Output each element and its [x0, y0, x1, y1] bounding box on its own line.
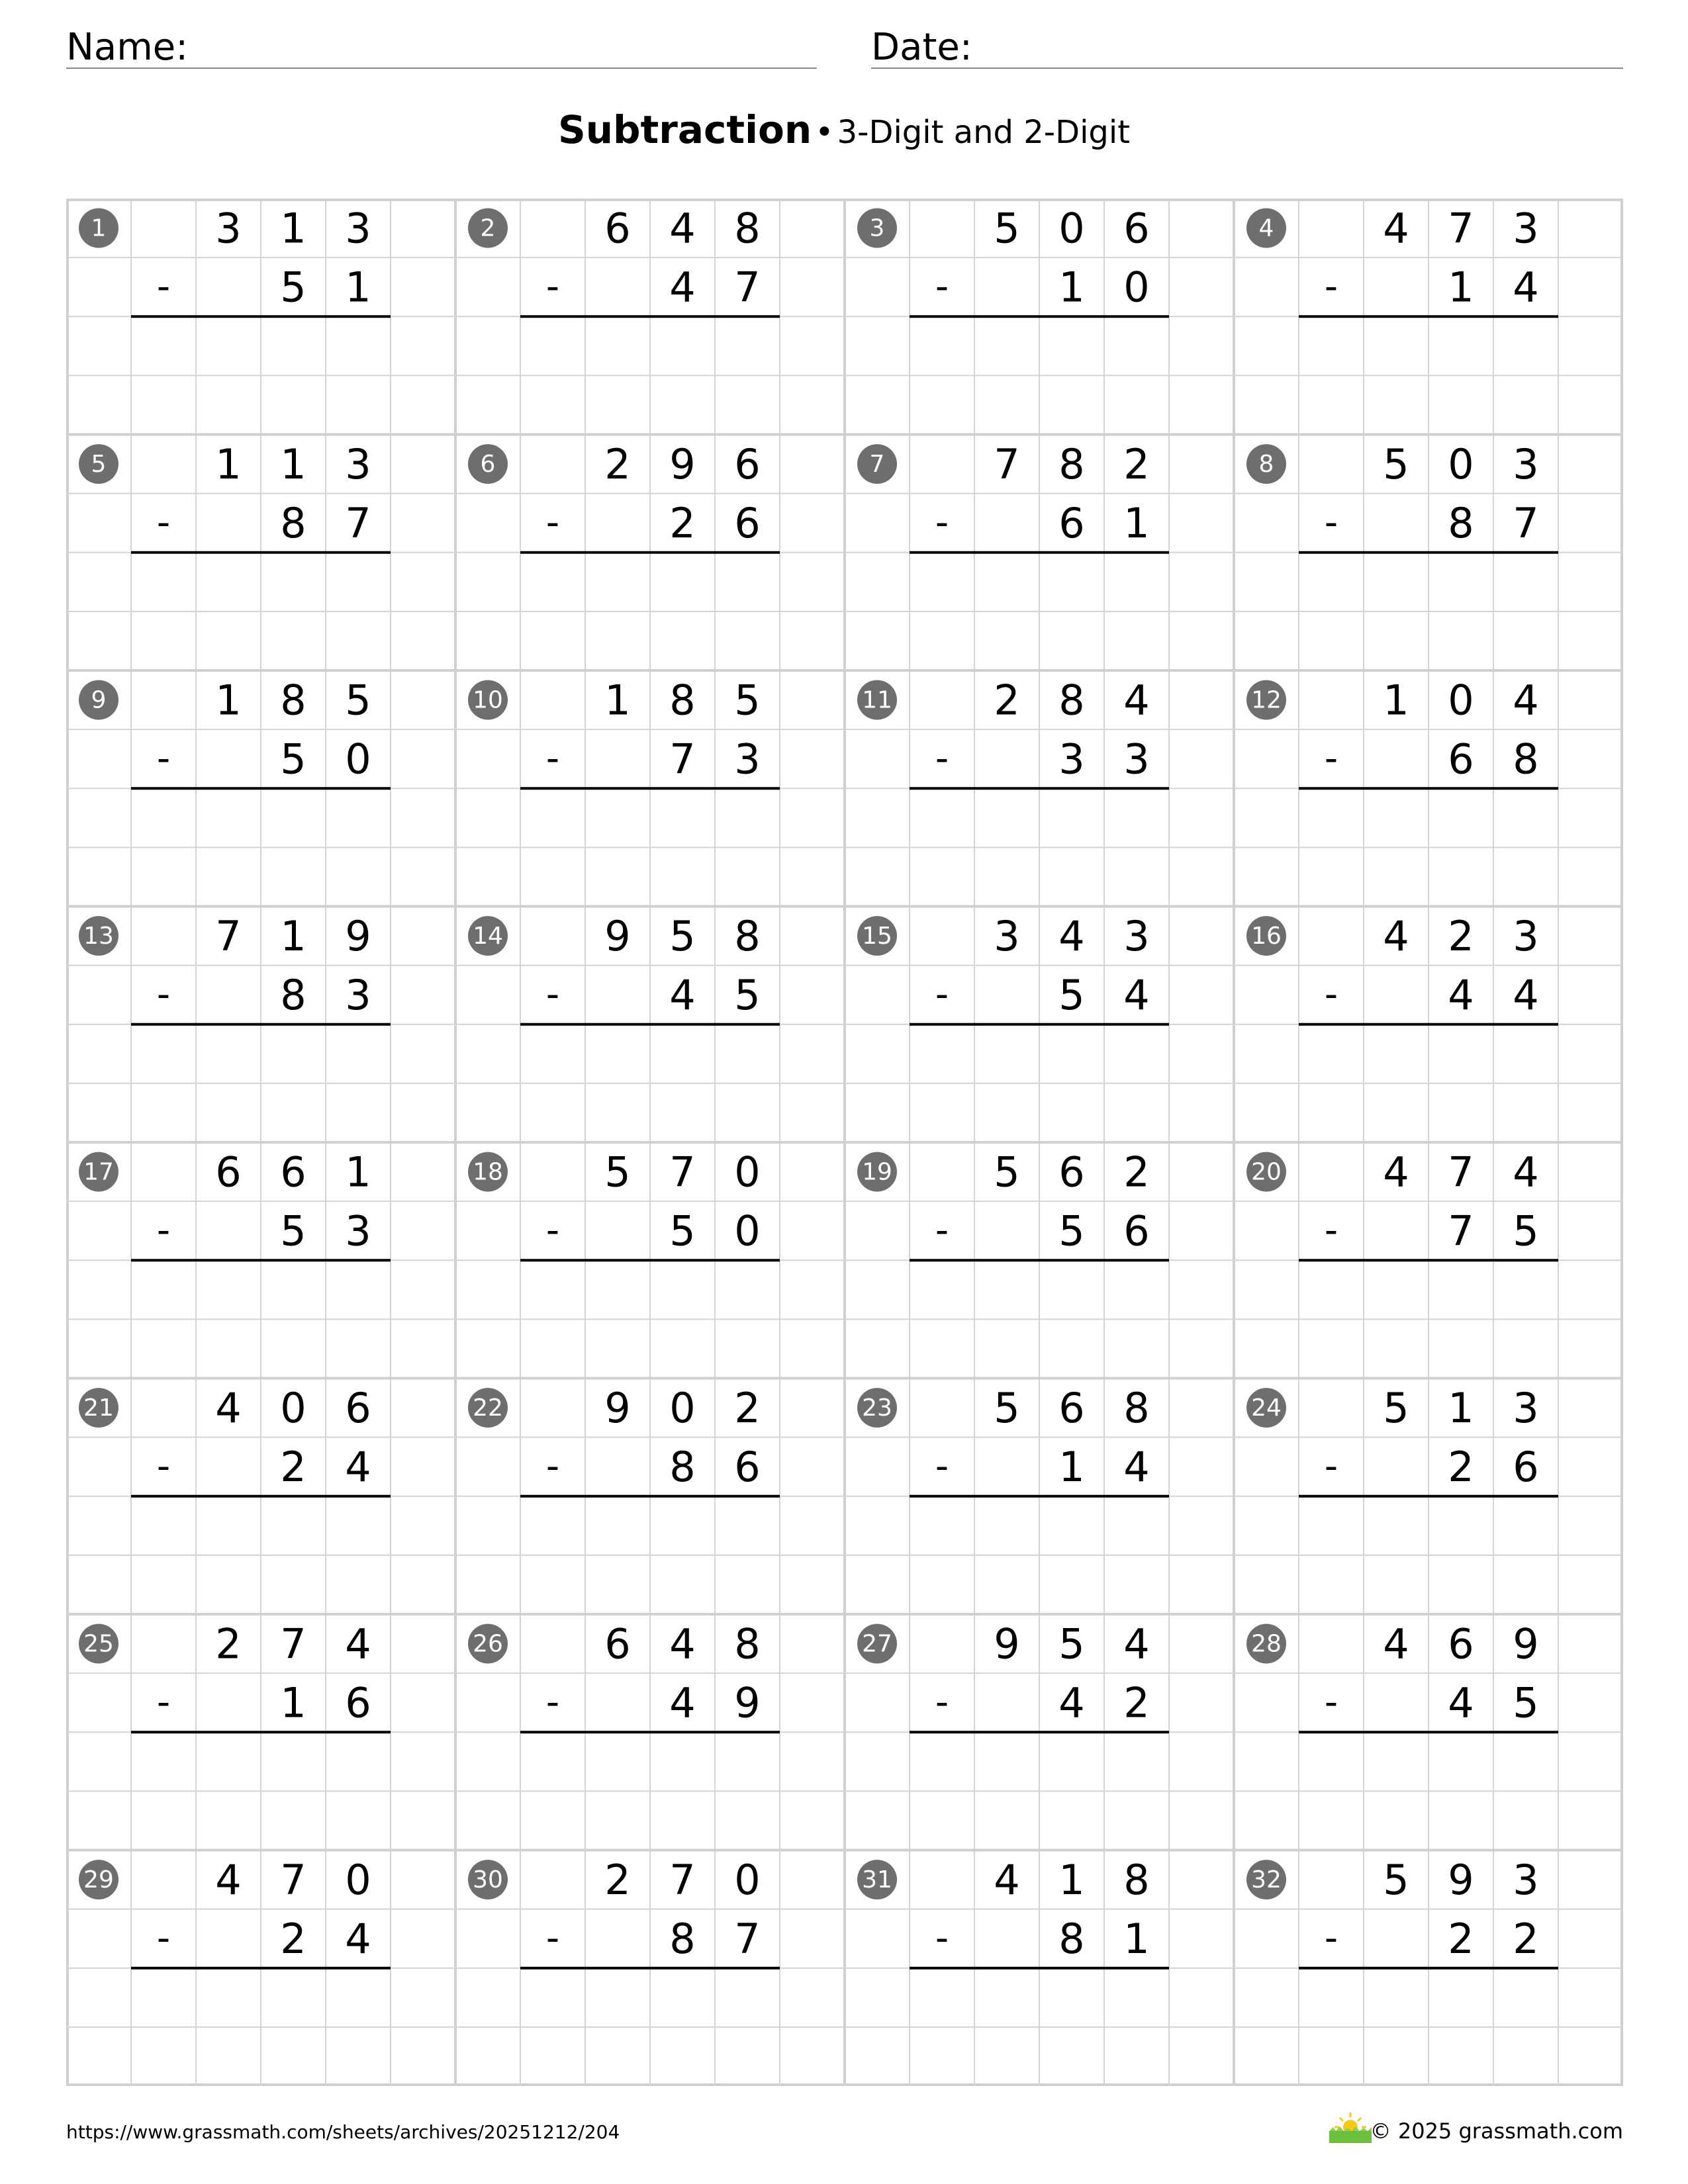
subtrahend-digit: 0 — [734, 1206, 761, 1255]
minuend-digit: 0 — [734, 1856, 761, 1905]
minuend-digit: 1 — [345, 1148, 371, 1197]
minuend-digit: 8 — [1058, 440, 1085, 489]
minuend-digit: 7 — [669, 1856, 696, 1905]
minus-sign: - — [156, 1680, 171, 1724]
minuend-digit: 1 — [215, 676, 242, 725]
minuend-digit: 8 — [1123, 1856, 1150, 1905]
minuend-digit: 6 — [1123, 204, 1150, 253]
minuend-digit: 2 — [1448, 912, 1474, 961]
minus-sign: - — [935, 737, 949, 780]
minuend-digit: 3 — [1513, 1384, 1539, 1433]
subtrahend-digit: 7 — [734, 263, 761, 312]
minuend-digit: 5 — [994, 1384, 1020, 1433]
subtrahend-digit: 7 — [734, 1915, 761, 1964]
minuend-digit: 7 — [280, 1856, 306, 1905]
date-label: Date: — [871, 26, 972, 69]
minuend-digit: 5 — [994, 1148, 1020, 1197]
minuend-digit: 0 — [1058, 204, 1085, 253]
minuend-digit: 2 — [1123, 1148, 1150, 1197]
subtrahend-digit: 5 — [734, 971, 761, 1020]
problem-number: 25 — [83, 1630, 114, 1658]
minus-sign: - — [935, 1680, 949, 1724]
name-label: Name: — [66, 26, 189, 69]
subtrahend-digit: 6 — [734, 499, 761, 548]
subtrahend-digit: 3 — [1058, 735, 1085, 784]
minuend-digit: 9 — [345, 912, 371, 961]
problem-number: 16 — [1251, 923, 1282, 950]
subtrahend-digit: 6 — [345, 1678, 371, 1727]
minuend-digit: 4 — [1058, 912, 1085, 961]
minuend-digit: 5 — [669, 912, 696, 961]
subtrahend-digit: 7 — [1448, 1206, 1474, 1255]
minuend-digit: 2 — [604, 1856, 631, 1905]
subtrahend-digit: 1 — [1058, 263, 1085, 312]
minuend-digit: 4 — [215, 1856, 242, 1905]
minuend-digit: 8 — [734, 1619, 761, 1668]
minuend-digit: 9 — [604, 912, 631, 961]
minuend-digit: 3 — [1513, 440, 1539, 489]
subtrahend-digit: 4 — [1513, 263, 1539, 312]
problem-number: 13 — [83, 923, 114, 950]
subtrahend-digit: 2 — [669, 499, 696, 548]
minuend-digit: 4 — [1383, 912, 1409, 961]
minuend-digit: 1 — [280, 204, 306, 253]
problem-number: 11 — [862, 686, 892, 714]
subtrahend-digit: 6 — [1448, 735, 1474, 784]
minuend-digit: 6 — [604, 1619, 631, 1668]
minuend-digit: 0 — [345, 1856, 371, 1905]
subtrahend-digit: 5 — [280, 263, 306, 312]
subtrahend-digit: 5 — [669, 1206, 696, 1255]
subtrahend-digit: 5 — [1513, 1206, 1539, 1255]
minuend-digit: 4 — [1383, 204, 1409, 253]
minuend-digit: 4 — [1513, 1148, 1539, 1197]
minus-sign: - — [545, 737, 560, 780]
minus-sign: - — [156, 737, 171, 780]
subtrahend-digit: 8 — [280, 499, 306, 548]
subtrahend-digit: 4 — [1513, 971, 1539, 1020]
minuend-digit: 8 — [734, 204, 761, 253]
minuend-digit: 6 — [1058, 1384, 1085, 1433]
subtrahend-digit: 5 — [1513, 1678, 1539, 1727]
minuend-digit: 7 — [1448, 1148, 1474, 1197]
subtrahend-digit: 4 — [1123, 1443, 1150, 1492]
minuend-digit: 5 — [1058, 1619, 1085, 1668]
minus-sign: - — [545, 1208, 560, 1252]
minuend-digit: 5 — [734, 676, 761, 725]
minuend-digit: 1 — [1448, 1384, 1474, 1433]
minus-sign: - — [1324, 501, 1338, 545]
problem-number: 1 — [91, 214, 107, 242]
problem-number: 18 — [473, 1158, 503, 1186]
problem-number: 10 — [473, 686, 503, 714]
subtrahend-digit: 4 — [1058, 1678, 1085, 1727]
minuend-digit: 9 — [1513, 1619, 1539, 1668]
minuend-digit: 2 — [1123, 440, 1150, 489]
subtrahend-digit: 7 — [1513, 499, 1539, 548]
minuend-digit: 5 — [604, 1148, 631, 1197]
minuend-digit: 4 — [1123, 1619, 1150, 1668]
problem-number: 32 — [1251, 1866, 1282, 1894]
subtrahend-digit: 1 — [1123, 499, 1150, 548]
minus-sign: - — [156, 1917, 171, 1960]
minus-sign: - — [1324, 1208, 1338, 1252]
subtrahend-digit: 0 — [1123, 263, 1150, 312]
subtrahend-digit: 8 — [1058, 1915, 1085, 1964]
subtrahend-digit: 4 — [345, 1443, 371, 1492]
title-main: Subtraction — [557, 107, 812, 152]
minuend-digit: 5 — [1383, 440, 1409, 489]
minuend-digit: 6 — [345, 1384, 371, 1433]
minus-sign: - — [156, 1445, 171, 1488]
minus-sign: - — [1324, 973, 1338, 1017]
minuend-digit: 4 — [215, 1384, 242, 1433]
problem-number: 12 — [1251, 686, 1282, 714]
subtrahend-digit: 8 — [280, 971, 306, 1020]
problem-grid — [66, 199, 1623, 2086]
minus-sign: - — [545, 1680, 560, 1724]
minus-sign: - — [1324, 265, 1338, 308]
minuend-digit: 2 — [215, 1619, 242, 1668]
minuend-digit: 2 — [734, 1384, 761, 1433]
minus-sign: - — [935, 1917, 949, 1960]
problem-number: 30 — [473, 1866, 503, 1894]
subtrahend-digit: 6 — [734, 1443, 761, 1492]
subtrahend-digit: 4 — [669, 263, 696, 312]
title-bullet: • — [815, 114, 834, 151]
subtrahend-digit: 5 — [280, 735, 306, 784]
minuend-digit: 4 — [345, 1619, 371, 1668]
minus-sign: - — [545, 265, 560, 308]
subtrahend-digit: 8 — [1448, 499, 1474, 548]
minuend-digit: 3 — [215, 204, 242, 253]
minuend-digit: 1 — [280, 912, 306, 961]
problem-number: 14 — [473, 923, 503, 950]
minus-sign: - — [156, 1208, 171, 1252]
minuend-digit: 4 — [1383, 1619, 1409, 1668]
footer-url[interactable]: https://www.grassmath.com/sheets/archives/20251212/204 — [66, 2121, 620, 2143]
subtrahend-digit: 2 — [1448, 1443, 1474, 1492]
problem-number: 9 — [91, 686, 107, 714]
minuend-digit: 4 — [994, 1856, 1020, 1905]
minus-sign: - — [156, 501, 171, 545]
problem-number: 4 — [1258, 214, 1274, 242]
minuend-digit: 4 — [669, 204, 696, 253]
date-field-line[interactable] — [871, 68, 1623, 69]
subtrahend-digit: 5 — [1058, 971, 1085, 1020]
minus-sign: - — [545, 501, 560, 545]
minuend-digit: 5 — [994, 204, 1020, 253]
subtrahend-digit: 5 — [280, 1206, 306, 1255]
minus-sign: - — [935, 265, 949, 308]
minuend-digit: 0 — [280, 1384, 306, 1433]
minuend-digit: 6 — [280, 1148, 306, 1197]
problem-number: 22 — [473, 1394, 503, 1422]
minuend-digit: 4 — [1513, 676, 1539, 725]
subtrahend-digit: 1 — [1123, 1915, 1150, 1964]
problem-number: 6 — [480, 451, 496, 478]
minuend-digit: 6 — [1448, 1619, 1474, 1668]
subtrahend-digit: 8 — [1513, 735, 1539, 784]
minuend-digit: 0 — [1448, 440, 1474, 489]
subtrahend-digit: 2 — [280, 1443, 306, 1492]
minus-sign: - — [1324, 1917, 1338, 1960]
minuend-digit: 9 — [604, 1384, 631, 1433]
minuend-digit: 5 — [1383, 1384, 1409, 1433]
minuend-digit: 8 — [1058, 676, 1085, 725]
problem-number: 28 — [1251, 1630, 1282, 1658]
minus-sign: - — [545, 1445, 560, 1488]
problem-number: 3 — [869, 214, 885, 242]
minuend-digit: 9 — [994, 1619, 1020, 1668]
minuend-digit: 7 — [280, 1619, 306, 1668]
minuend-digit: 3 — [1513, 204, 1539, 253]
subtrahend-digit: 2 — [1123, 1678, 1150, 1727]
problem-number: 15 — [862, 923, 892, 950]
minus-sign: - — [156, 973, 171, 1017]
minus-sign: - — [545, 973, 560, 1017]
problem-number: 17 — [83, 1158, 114, 1186]
title-subtitle: 3-Digit and 2-Digit — [837, 114, 1131, 151]
subtrahend-digit: 6 — [1058, 499, 1085, 548]
minuend-digit: 1 — [280, 440, 306, 489]
problem-number: 20 — [1251, 1158, 1282, 1186]
subtrahend-digit: 6 — [1123, 1206, 1150, 1255]
subtrahend-digit: 0 — [345, 735, 371, 784]
subtrahend-digit: 5 — [1058, 1206, 1085, 1255]
minus-sign: - — [1324, 1680, 1338, 1724]
minuend-digit: 0 — [1448, 676, 1474, 725]
subtrahend-digit: 4 — [1123, 971, 1150, 1020]
problem-number: 23 — [862, 1394, 892, 1422]
subtrahend-digit: 1 — [1058, 1443, 1085, 1492]
minuend-digit: 3 — [345, 440, 371, 489]
minuend-digit: 4 — [1383, 1148, 1409, 1197]
problem-number: 26 — [473, 1630, 503, 1658]
subtrahend-digit: 7 — [345, 499, 371, 548]
minuend-digit: 3 — [994, 912, 1020, 961]
minuend-digit: 3 — [345, 204, 371, 253]
minus-sign: - — [935, 1445, 949, 1488]
minus-sign: - — [156, 265, 171, 308]
minus-sign: - — [935, 1208, 949, 1252]
minuend-digit: 2 — [994, 676, 1020, 725]
problem-number: 21 — [83, 1394, 114, 1422]
subtrahend-digit: 4 — [669, 1678, 696, 1727]
minuend-digit: 4 — [669, 1619, 696, 1668]
minuend-digit: 0 — [669, 1384, 696, 1433]
subtrahend-digit: 4 — [669, 971, 696, 1020]
footer-copyright: © 2025 grassmath.com — [1370, 2118, 1623, 2144]
minus-sign: - — [1324, 1445, 1338, 1488]
page-title — [0, 106, 1688, 163]
minuend-digit: 5 — [345, 676, 371, 725]
minuend-digit: 8 — [734, 912, 761, 961]
problem-number: 5 — [91, 451, 107, 478]
problem-number: 8 — [1258, 451, 1274, 478]
problem-number: 7 — [869, 451, 885, 478]
minuend-digit: 1 — [604, 676, 631, 725]
minus-sign: - — [1324, 737, 1338, 780]
subtrahend-digit: 3 — [734, 735, 761, 784]
minuend-digit: 7 — [994, 440, 1020, 489]
subtrahend-digit: 6 — [1513, 1443, 1539, 1492]
minuend-digit: 5 — [1383, 1856, 1409, 1905]
minuend-digit: 7 — [669, 1148, 696, 1197]
minuend-digit: 9 — [669, 440, 696, 489]
minuend-digit: 1 — [215, 440, 242, 489]
minuend-digit: 3 — [1513, 912, 1539, 961]
minuend-digit: 7 — [1448, 204, 1474, 253]
minuend-digit: 8 — [1123, 1384, 1150, 1433]
subtrahend-digit: 1 — [345, 263, 371, 312]
minuend-digit: 3 — [1123, 912, 1150, 961]
subtrahend-digit: 8 — [669, 1443, 696, 1492]
subtrahend-digit: 2 — [1513, 1915, 1539, 1964]
subtrahend-digit: 3 — [345, 971, 371, 1020]
minuend-digit: 1 — [1058, 1856, 1085, 1905]
subtrahend-digit: 7 — [669, 735, 696, 784]
subtrahend-digit: 9 — [734, 1678, 761, 1727]
problem-number: 27 — [862, 1630, 892, 1658]
minuend-digit: 1 — [1383, 676, 1409, 725]
minuend-digit: 2 — [604, 440, 631, 489]
subtrahend-digit: 3 — [1123, 735, 1150, 784]
minuend-digit: 3 — [1513, 1856, 1539, 1905]
minuend-digit: 4 — [1123, 676, 1150, 725]
minuend-digit: 7 — [215, 912, 242, 961]
minus-sign: - — [935, 973, 949, 1017]
subtrahend-digit: 4 — [1448, 971, 1474, 1020]
minus-sign: - — [545, 1917, 560, 1960]
minuend-digit: 9 — [1448, 1856, 1474, 1905]
minuend-digit: 8 — [669, 676, 696, 725]
problem-number: 24 — [1251, 1394, 1282, 1422]
minuend-digit: 6 — [734, 440, 761, 489]
subtrahend-digit: 1 — [280, 1678, 306, 1727]
problem-number: 29 — [83, 1866, 114, 1894]
minuend-digit: 0 — [734, 1148, 761, 1197]
minuend-digit: 8 — [280, 676, 306, 725]
minuend-digit: 6 — [604, 204, 631, 253]
grass-sun-logo-icon — [1327, 2110, 1374, 2144]
subtrahend-digit: 1 — [1448, 263, 1474, 312]
subtrahend-digit: 4 — [345, 1915, 371, 1964]
name-field-line[interactable] — [66, 68, 817, 69]
subtrahend-digit: 4 — [1448, 1678, 1474, 1727]
subtrahend-digit: 8 — [669, 1915, 696, 1964]
problem-number: 2 — [480, 214, 496, 242]
subtrahend-digit: 2 — [1448, 1915, 1474, 1964]
problem-number: 19 — [862, 1158, 892, 1186]
minus-sign: - — [935, 501, 949, 545]
subtrahend-digit: 3 — [345, 1206, 371, 1255]
subtrahend-digit: 2 — [280, 1915, 306, 1964]
minuend-digit: 6 — [215, 1148, 242, 1197]
problem-number: 31 — [862, 1866, 892, 1894]
minuend-digit: 6 — [1058, 1148, 1085, 1197]
